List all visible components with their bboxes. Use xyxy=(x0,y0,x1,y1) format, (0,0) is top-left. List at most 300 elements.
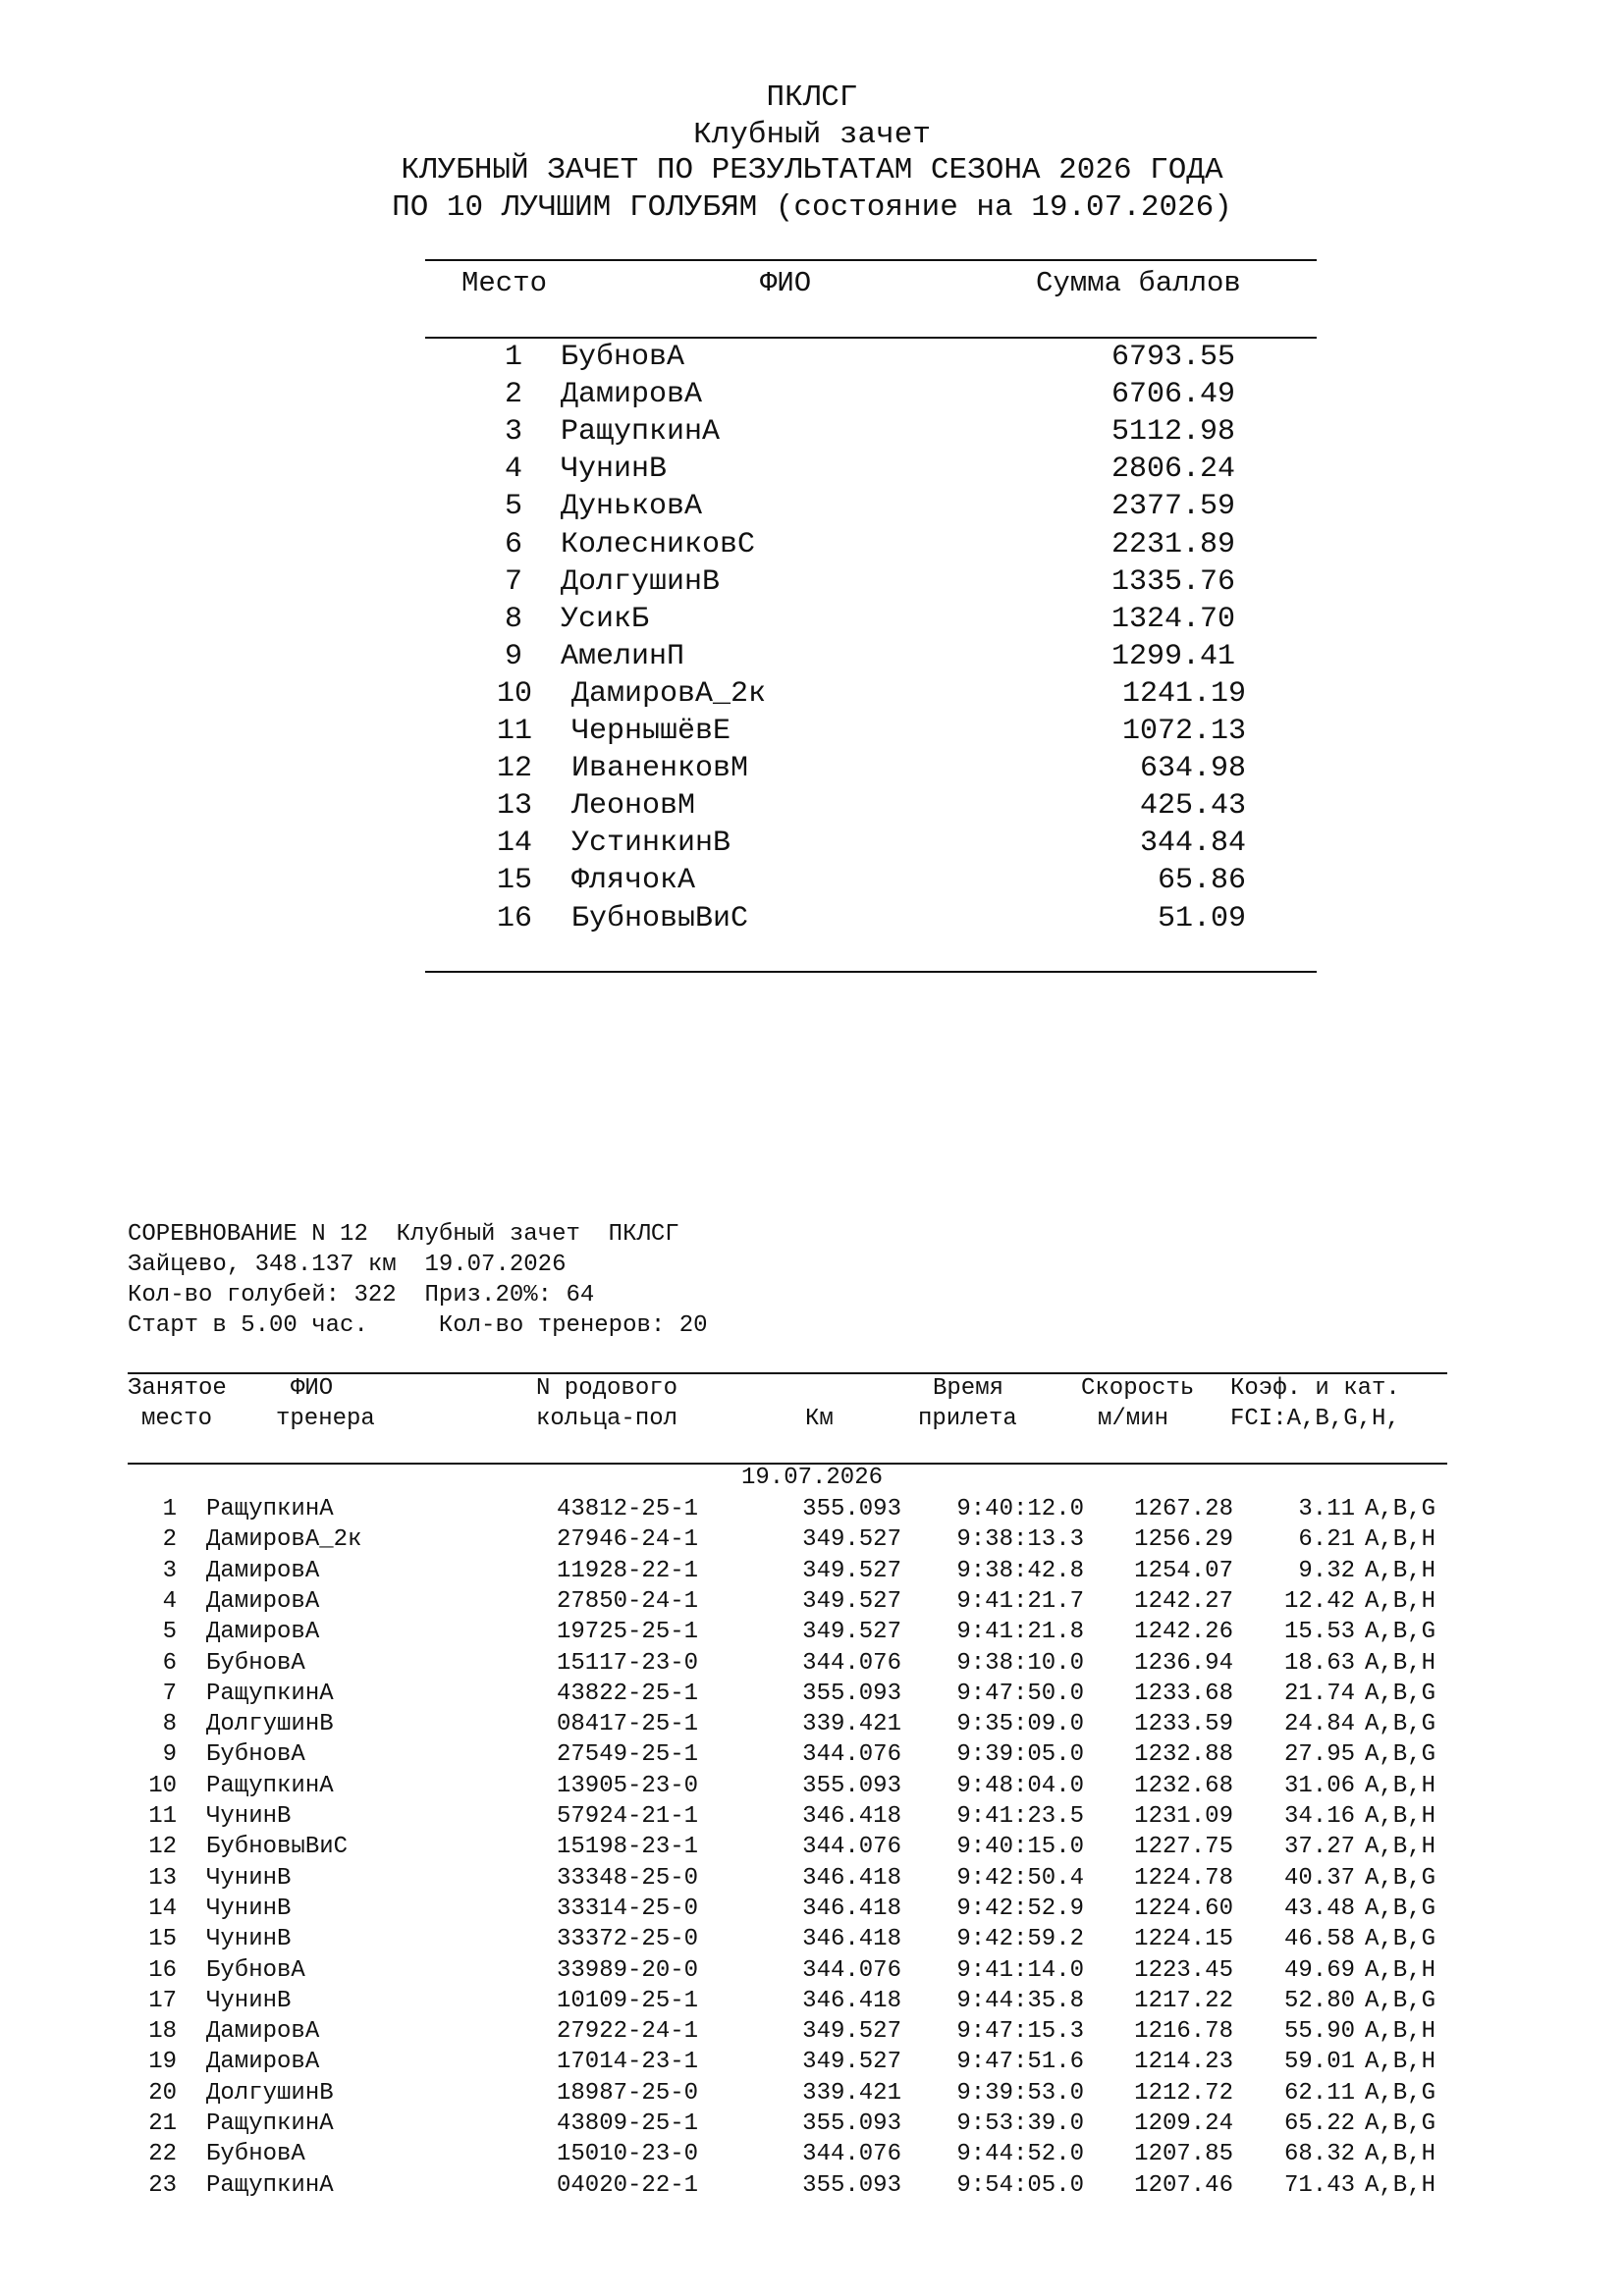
result-category: A,B,G xyxy=(1365,1680,1436,1707)
result-ring: 04020-22-1 xyxy=(557,2171,699,2199)
result-place: 1 xyxy=(162,1496,177,1522)
col-time-line1: Время xyxy=(933,1375,1004,1402)
result-km: 349.527 xyxy=(802,1587,901,1615)
result-row xyxy=(0,2172,1624,2203)
standings-place: 2 xyxy=(504,378,522,412)
result-trainer: РащупкинА xyxy=(206,1772,334,1799)
result-coef: 18.63 xyxy=(1283,1649,1355,1677)
result-km: 349.527 xyxy=(802,2049,901,2076)
result-km: 346.418 xyxy=(802,1803,901,1830)
result-row xyxy=(0,1711,1624,1741)
result-coef: 27.95 xyxy=(1283,1741,1355,1769)
result-km: 349.527 xyxy=(802,2018,901,2046)
result-row xyxy=(0,1926,1624,1956)
result-km: 349.527 xyxy=(802,1557,901,1584)
col-name-line1: ФИО xyxy=(291,1375,334,1402)
standings-score: 5112.98 xyxy=(1110,415,1235,450)
result-row xyxy=(0,1619,1624,1649)
result-coef: 31.06 xyxy=(1283,1772,1355,1799)
result-speed: 1207.85 xyxy=(1134,2141,1233,2168)
result-coef: 40.37 xyxy=(1283,1864,1355,1892)
standings-place: 10 xyxy=(496,676,532,711)
standings-name: ДамировА_2к xyxy=(571,676,767,711)
result-speed: 1216.78 xyxy=(1134,2018,1233,2046)
result-row xyxy=(0,1957,1624,1988)
standings-name: ЧернышёвЕ xyxy=(571,715,731,748)
result-arrival-time: 9:47:51.6 xyxy=(956,2049,1084,2076)
result-category: A,B,H xyxy=(1365,1557,1436,1584)
result-row xyxy=(0,1865,1624,1896)
result-arrival-time: 9:41:23.5 xyxy=(956,1803,1084,1830)
result-row xyxy=(0,1803,1624,1834)
standings-score: 1324.70 xyxy=(1110,602,1235,636)
standings-place: 4 xyxy=(504,453,522,487)
result-category: A,B,H xyxy=(1365,1956,1436,1984)
result-speed: 1212.72 xyxy=(1134,2079,1233,2107)
result-ring: 57924-21-1 xyxy=(557,1803,699,1830)
standings-score: 2377.59 xyxy=(1110,490,1235,524)
result-ring: 15198-23-1 xyxy=(557,1834,699,1861)
result-speed: 1217.22 xyxy=(1134,1987,1233,2014)
result-coef: 49.69 xyxy=(1283,1956,1355,1984)
result-km: 339.421 xyxy=(802,1711,901,1738)
result-coef: 59.01 xyxy=(1283,2049,1355,2076)
result-row xyxy=(0,2018,1624,2049)
standings-row xyxy=(0,864,1624,901)
standings-name: БубновыВиС xyxy=(571,901,749,935)
result-trainer: ДамировА xyxy=(206,2018,320,2046)
result-category: A,B,H xyxy=(1365,1587,1436,1615)
result-trainer: РащупкинА xyxy=(206,1680,334,1707)
result-trainer: РащупкинА xyxy=(206,2171,334,2199)
result-place: 17 xyxy=(148,1987,177,2014)
result-speed: 1232.68 xyxy=(1134,1772,1233,1799)
competition-location: Зайцево, 348.137 км 19.07.2026 xyxy=(128,1252,567,1278)
result-category: A,B,G xyxy=(1365,2110,1436,2137)
result-place: 16 xyxy=(148,1956,177,1984)
result-place: 22 xyxy=(148,2141,177,2168)
result-ring: 43809-25-1 xyxy=(557,2110,699,2137)
result-speed: 1224.78 xyxy=(1134,1864,1233,1892)
result-ring: 43812-25-1 xyxy=(557,1496,699,1522)
result-category: A,B,H xyxy=(1365,2141,1436,2168)
result-row xyxy=(0,1834,1624,1864)
result-km: 346.418 xyxy=(802,1895,901,1922)
result-arrival-time: 9:42:50.4 xyxy=(956,1864,1084,1892)
result-coef: 43.48 xyxy=(1283,1895,1355,1922)
result-arrival-time: 9:38:13.3 xyxy=(956,1526,1084,1554)
result-ring: 18987-25-0 xyxy=(557,2079,699,2107)
result-place: 14 xyxy=(148,1895,177,1922)
result-category: A,B,H xyxy=(1365,1803,1436,1830)
standings-score: 1241.19 xyxy=(1121,676,1246,711)
result-ring: 13905-23-0 xyxy=(557,1772,699,1799)
standings-bottom-rule xyxy=(425,971,1317,973)
result-coef: 34.16 xyxy=(1283,1803,1355,1830)
result-place: 11 xyxy=(148,1803,177,1830)
result-row xyxy=(0,1741,1624,1772)
result-arrival-time: 9:40:12.0 xyxy=(956,1496,1084,1522)
result-ring: 33314-25-0 xyxy=(557,1895,699,1922)
standings-place: 5 xyxy=(504,490,522,524)
result-trainer: ДамировА xyxy=(206,1619,320,1646)
result-speed: 1254.07 xyxy=(1134,1557,1233,1584)
result-place: 20 xyxy=(148,2079,177,2107)
result-ring: 27549-25-1 xyxy=(557,1741,699,1769)
result-trainer: ЧунинВ xyxy=(206,1926,292,1953)
result-km: 355.093 xyxy=(802,1496,901,1522)
standings-name: БубновА xyxy=(561,341,685,374)
result-category: A,B,G xyxy=(1365,1496,1436,1522)
col-speed-line1: Скорость xyxy=(1081,1375,1195,1402)
standings-place: 13 xyxy=(496,789,532,824)
standings-name: РащупкинА xyxy=(561,415,721,450)
result-coef: 46.58 xyxy=(1283,1926,1355,1953)
standings-row xyxy=(0,715,1624,752)
result-place: 3 xyxy=(162,1557,177,1584)
result-arrival-time: 9:41:14.0 xyxy=(956,1956,1084,1984)
result-coef: 24.84 xyxy=(1283,1711,1355,1738)
col-place-line1: Занятое xyxy=(128,1375,227,1402)
result-coef: 15.53 xyxy=(1283,1619,1355,1646)
standings-row xyxy=(0,640,1624,677)
result-category: A,B,H xyxy=(1365,1649,1436,1677)
result-km: 349.527 xyxy=(802,1619,901,1646)
result-trainer: ЧунинВ xyxy=(206,1895,292,1922)
standings-score: 2806.24 xyxy=(1110,453,1235,487)
standings-score: 425.43 xyxy=(1139,789,1246,824)
standings-name: АмелинП xyxy=(561,639,685,673)
result-ring: 10109-25-1 xyxy=(557,1987,699,2014)
result-row xyxy=(0,2080,1624,2110)
result-place: 18 xyxy=(148,2018,177,2046)
result-trainer: ДолгушинВ xyxy=(206,1711,334,1738)
result-ring: 33372-25-0 xyxy=(557,1926,699,1953)
result-arrival-time: 9:42:59.2 xyxy=(956,1926,1084,1953)
result-row xyxy=(0,1681,1624,1711)
standings-score: 2231.89 xyxy=(1110,527,1235,561)
result-place: 7 xyxy=(162,1680,177,1707)
result-ring: 08417-25-1 xyxy=(557,1711,699,1738)
col-speed-line2: м/мин xyxy=(1098,1406,1169,1432)
competition-title: СОРЕВНОВАНИЕ N 12 Клубный зачет ПКЛСГ xyxy=(128,1221,679,1248)
standings-place: 8 xyxy=(504,602,522,636)
standings-score: 65.86 xyxy=(1157,864,1246,898)
result-arrival-time: 9:41:21.8 xyxy=(956,1619,1084,1646)
standings-row xyxy=(0,603,1624,640)
result-category: A,B,G xyxy=(1365,1987,1436,2014)
standings-row xyxy=(0,378,1624,415)
result-arrival-time: 9:40:15.0 xyxy=(956,1834,1084,1861)
result-arrival-time: 9:47:15.3 xyxy=(956,2018,1084,2046)
result-category: A,B,G xyxy=(1365,1864,1436,1892)
standings-row xyxy=(0,677,1624,715)
standings-col-score: Сумма баллов xyxy=(1036,267,1241,299)
result-arrival-time: 9:47:50.0 xyxy=(956,1680,1084,1707)
standings-name: УстинкинВ xyxy=(571,827,731,861)
standings-place: 9 xyxy=(504,639,522,673)
result-km: 344.076 xyxy=(802,1741,901,1769)
result-trainer: ЧунинВ xyxy=(206,1864,292,1892)
standings-place: 11 xyxy=(496,715,532,748)
result-arrival-time: 9:39:53.0 xyxy=(956,2079,1084,2107)
competition-start: Старт в 5.00 час. Кол-во тренеров: 20 xyxy=(128,1312,708,1339)
result-speed: 1236.94 xyxy=(1134,1649,1233,1677)
standings-row xyxy=(0,565,1624,603)
result-km: 344.076 xyxy=(802,1834,901,1861)
col-coef-line1: Коэф. и кат. xyxy=(1230,1375,1400,1402)
result-trainer: ЧунинВ xyxy=(206,1987,292,2014)
result-category: A,B,G xyxy=(1365,1895,1436,1922)
standings-place: 6 xyxy=(504,527,522,561)
result-place: 13 xyxy=(148,1864,177,1892)
result-speed: 1233.59 xyxy=(1134,1711,1233,1738)
result-row xyxy=(0,2141,1624,2171)
result-row xyxy=(0,2110,1624,2141)
result-trainer: БубновА xyxy=(206,2141,305,2168)
result-place: 6 xyxy=(162,1649,177,1677)
result-trainer: БубновА xyxy=(206,1741,305,1769)
standings-name: ЛеоновМ xyxy=(571,789,696,824)
result-row xyxy=(0,1896,1624,1926)
result-place: 5 xyxy=(162,1619,177,1646)
standings-row xyxy=(0,453,1624,490)
result-place: 21 xyxy=(148,2110,177,2137)
standings-place: 16 xyxy=(496,901,532,935)
result-ring: 27946-24-1 xyxy=(557,1526,699,1554)
result-km: 355.093 xyxy=(802,2110,901,2137)
result-coef: 9.32 xyxy=(1298,1557,1355,1584)
standings-score: 51.09 xyxy=(1157,901,1246,935)
standings-row xyxy=(0,341,1624,378)
result-row xyxy=(0,2049,1624,2079)
result-arrival-time: 9:54:05.0 xyxy=(956,2171,1084,2199)
result-coef: 37.27 xyxy=(1283,1834,1355,1861)
col-name-line2: тренера xyxy=(276,1406,375,1432)
standings-name: ИваненковМ xyxy=(571,752,749,786)
result-trainer: ДамировА xyxy=(206,1557,320,1584)
result-category: A,B,G xyxy=(1365,2079,1436,2107)
standings-score: 1072.13 xyxy=(1121,715,1246,748)
result-category: A,B,H xyxy=(1365,2049,1436,2076)
standings-col-name: ФИО xyxy=(760,267,812,299)
standings-top-rule xyxy=(425,259,1317,261)
result-place: 9 xyxy=(162,1741,177,1769)
result-coef: 62.11 xyxy=(1283,2079,1355,2107)
result-arrival-time: 9:53:39.0 xyxy=(956,2110,1084,2137)
result-speed: 1231.09 xyxy=(1134,1803,1233,1830)
result-km: 349.527 xyxy=(802,1526,901,1554)
result-arrival-time: 9:38:42.8 xyxy=(956,1557,1084,1584)
result-speed: 1209.24 xyxy=(1134,2110,1233,2137)
result-coef: 12.42 xyxy=(1283,1587,1355,1615)
result-ring: 33348-25-0 xyxy=(557,1864,699,1892)
result-coef: 68.32 xyxy=(1283,2141,1355,2168)
standings-title-line1: КЛУБНЫЙ ЗАЧЕТ ПО РЕЗУЛЬТАТАМ СЕЗОНА 2026 ГОДА xyxy=(401,153,1223,187)
result-ring: 17014-23-1 xyxy=(557,2049,699,2076)
standings-score: 6793.55 xyxy=(1110,341,1235,374)
result-speed: 1224.60 xyxy=(1134,1895,1233,1922)
standings-row xyxy=(0,415,1624,453)
result-km: 346.418 xyxy=(802,1987,901,2014)
result-km: 344.076 xyxy=(802,1956,901,1984)
result-place: 8 xyxy=(162,1711,177,1738)
result-arrival-time: 9:48:04.0 xyxy=(956,1772,1084,1799)
result-arrival-time: 9:44:52.0 xyxy=(956,2141,1084,2168)
result-place: 4 xyxy=(162,1587,177,1615)
result-ring: 27850-24-1 xyxy=(557,1587,699,1615)
result-speed: 1224.15 xyxy=(1134,1926,1233,1953)
result-coef: 55.90 xyxy=(1283,2018,1355,2046)
result-arrival-time: 9:38:10.0 xyxy=(956,1649,1084,1677)
result-coef: 71.43 xyxy=(1283,2171,1355,2199)
result-trainer: ДамировА xyxy=(206,2049,320,2076)
result-km: 346.418 xyxy=(802,1864,901,1892)
result-ring: 33989-20-0 xyxy=(557,1956,699,1984)
result-category: A,B,H xyxy=(1365,2018,1436,2046)
result-km: 344.076 xyxy=(802,2141,901,2168)
result-arrival-time: 9:41:21.7 xyxy=(956,1587,1084,1615)
result-speed: 1242.26 xyxy=(1134,1619,1233,1646)
standings-score: 6706.49 xyxy=(1110,378,1235,412)
standings-name: КолесниковС xyxy=(561,527,756,561)
standings-name: ДолгушинВ xyxy=(561,564,721,599)
result-ring: 11928-22-1 xyxy=(557,1557,699,1584)
result-place: 23 xyxy=(148,2171,177,2199)
result-category: A,B,H xyxy=(1365,1526,1436,1554)
result-trainer: РащупкинА xyxy=(206,1496,334,1522)
standings-header-rule xyxy=(425,337,1317,339)
standings-title-line2: ПО 10 ЛУЧШИМ ГОЛУБЯМ (состояние на 19.07.2026) xyxy=(392,190,1232,225)
standings-place: 7 xyxy=(504,564,522,599)
result-place: 2 xyxy=(162,1526,177,1554)
standings-col-place: Место xyxy=(461,267,548,299)
standings-name: ДуньковА xyxy=(561,490,703,524)
standings-row xyxy=(0,827,1624,864)
result-speed: 1214.23 xyxy=(1134,2049,1233,2076)
standings-place: 15 xyxy=(496,864,532,898)
standings-place: 1 xyxy=(504,341,522,374)
result-trainer: ДолгушинВ xyxy=(206,2079,334,2107)
result-row xyxy=(0,1526,1624,1557)
result-row xyxy=(0,1588,1624,1619)
col-ring-line2: кольца-пол xyxy=(536,1406,678,1432)
result-speed: 1242.27 xyxy=(1134,1587,1233,1615)
result-ring: 43822-25-1 xyxy=(557,1680,699,1707)
standings-name: ЧунинВ xyxy=(561,453,668,487)
result-coef: 6.21 xyxy=(1298,1526,1355,1554)
standings-score: 344.84 xyxy=(1139,827,1246,861)
result-category: A,B,G xyxy=(1365,1926,1436,1953)
standings-row xyxy=(0,528,1624,565)
result-arrival-time: 9:44:35.8 xyxy=(956,1987,1084,2014)
result-coef: 65.22 xyxy=(1283,2110,1355,2137)
result-coef: 3.11 xyxy=(1298,1496,1355,1522)
result-arrival-time: 9:42:52.9 xyxy=(956,1895,1084,1922)
standings-place: 3 xyxy=(504,415,522,450)
result-km: 346.418 xyxy=(802,1926,901,1953)
result-trainer: РащупкинА xyxy=(206,2110,334,2137)
result-arrival-time: 9:39:05.0 xyxy=(956,1741,1084,1769)
standings-score: 1299.41 xyxy=(1110,639,1235,673)
result-row xyxy=(0,1988,1624,2018)
result-coef: 52.80 xyxy=(1283,1987,1355,2014)
result-place: 12 xyxy=(148,1834,177,1861)
standings-name: ФлячокА xyxy=(571,864,696,898)
result-arrival-time: 9:35:09.0 xyxy=(956,1711,1084,1738)
col-km: Км xyxy=(805,1406,834,1432)
result-speed: 1232.88 xyxy=(1134,1741,1233,1769)
results-top-rule xyxy=(128,1372,1447,1374)
result-km: 339.421 xyxy=(802,2079,901,2107)
standings-place: 12 xyxy=(496,752,532,786)
result-trainer: БубновА xyxy=(206,1956,305,1984)
standings-row xyxy=(0,752,1624,789)
result-category: A,B,H xyxy=(1365,2171,1436,2199)
col-ring-line1: N родового xyxy=(536,1375,678,1402)
result-trainer: ЧунинВ xyxy=(206,1803,292,1830)
result-coef: 21.74 xyxy=(1283,1680,1355,1707)
result-km: 355.093 xyxy=(802,1772,901,1799)
result-category: A,B,G xyxy=(1365,1711,1436,1738)
result-trainer: ДамировА xyxy=(206,1587,320,1615)
result-speed: 1256.29 xyxy=(1134,1526,1233,1554)
race-date: 19.07.2026 xyxy=(740,1465,884,1491)
result-trainer: БубновыВиС xyxy=(206,1834,349,1861)
standings-score: 634.98 xyxy=(1139,752,1246,786)
standings-name: УсикБ xyxy=(561,602,650,636)
result-place: 19 xyxy=(148,2049,177,2076)
standings-name: ДамировА xyxy=(561,378,703,412)
result-category: A,B,G xyxy=(1365,1741,1436,1769)
result-category: A,B,H xyxy=(1365,1772,1436,1799)
standings-row xyxy=(0,490,1624,527)
result-trainer: ДамировА_2к xyxy=(206,1526,362,1554)
result-row xyxy=(0,1496,1624,1526)
col-time-line2: прилета xyxy=(918,1406,1017,1432)
result-km: 355.093 xyxy=(802,2171,901,2199)
result-speed: 1223.45 xyxy=(1134,1956,1233,1984)
standings-score: 1335.76 xyxy=(1110,564,1235,599)
result-speed: 1267.28 xyxy=(1134,1496,1233,1522)
result-trainer: БубновА xyxy=(206,1649,305,1677)
result-speed: 1227.75 xyxy=(1134,1834,1233,1861)
result-ring: 19725-25-1 xyxy=(557,1619,699,1646)
competition-counts: Кол-во голубей: 322 Приз.20%: 64 xyxy=(128,1282,595,1308)
result-category: A,B,H xyxy=(1365,1834,1436,1861)
col-coef-line2: FCI:A,B,G,H, xyxy=(1230,1406,1400,1432)
result-ring: 27922-24-1 xyxy=(557,2018,699,2046)
result-km: 355.093 xyxy=(802,1680,901,1707)
standings-place: 14 xyxy=(496,827,532,861)
col-place-line2: место xyxy=(141,1406,213,1432)
standings-subtitle: Клубный зачет xyxy=(693,118,931,152)
standings-row xyxy=(0,902,1624,939)
result-speed: 1233.68 xyxy=(1134,1680,1233,1707)
result-row xyxy=(0,1773,1624,1803)
result-place: 15 xyxy=(148,1926,177,1953)
result-speed: 1207.46 xyxy=(1134,2171,1233,2199)
result-category: A,B,G xyxy=(1365,1619,1436,1646)
result-ring: 15117-23-0 xyxy=(557,1649,699,1677)
result-place: 10 xyxy=(148,1772,177,1799)
result-row xyxy=(0,1650,1624,1681)
org-title: ПКЛСГ xyxy=(766,80,858,115)
standings-row xyxy=(0,789,1624,827)
result-km: 344.076 xyxy=(802,1649,901,1677)
result-row xyxy=(0,1558,1624,1588)
result-ring: 15010-23-0 xyxy=(557,2141,699,2168)
